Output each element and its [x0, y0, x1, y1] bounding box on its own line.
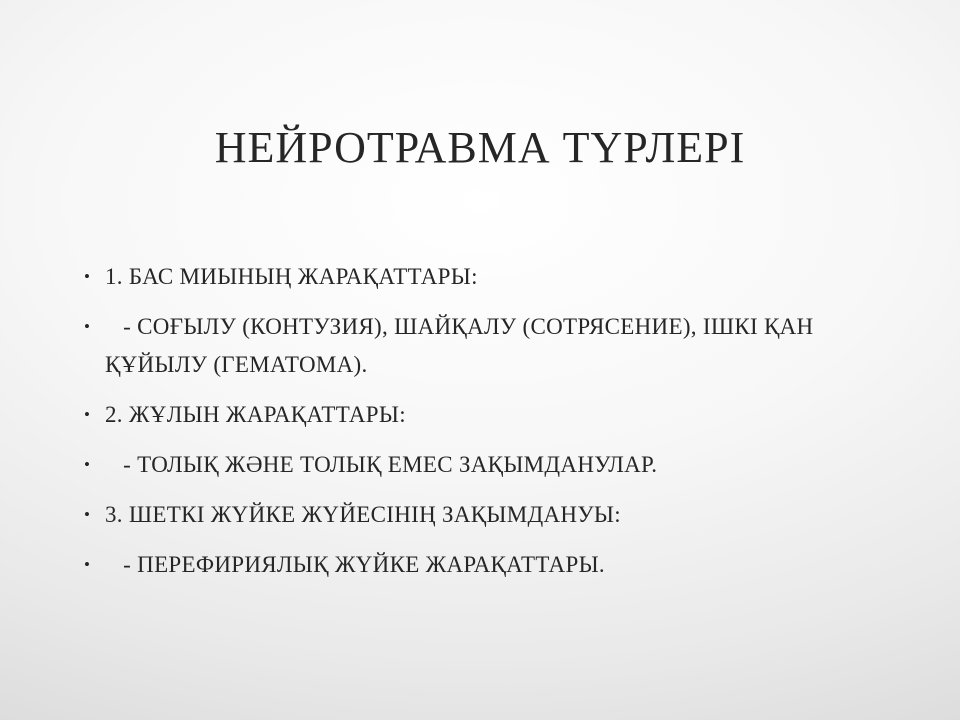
bullet-dot-icon: • [84, 555, 91, 574]
bullet-text: 2. ЖҰЛЫН ЖАРАҚАТТАРЫ: [105, 402, 406, 427]
bullet-text: 3. ШЕТКІ ЖҮЙКЕ ЖҮЙЕСІНІҢ ЗАҚЫМДАНУЫ: [105, 502, 621, 527]
bullet-dot-icon: • [84, 267, 91, 286]
bullet-item-1 [80, 258, 880, 296]
bullet-item-2 [80, 308, 880, 384]
bullet-item-5 [80, 496, 880, 534]
bullet-text: - ПЕРЕФИРИЯЛЫҚ ЖҮЙКЕ ЖАРАҚАТТАРЫ. [105, 552, 605, 577]
bullet-item-4 [80, 446, 880, 484]
bullet-dot-icon: • [84, 455, 91, 474]
bullet-text: - ТОЛЫҚ ЖӘНЕ ТОЛЫҚ ЕМЕС ЗАҚЫМДАНУЛАР. [105, 452, 658, 477]
bullet-list [80, 258, 880, 596]
bullet-item-6 [80, 546, 880, 584]
bullet-dot-icon: • [84, 317, 91, 336]
bullet-item-3 [80, 396, 880, 434]
bullet-dot-icon: • [84, 505, 91, 524]
slide-title: НЕЙРОТРАВМА ТҮРЛЕРІ [214, 123, 746, 172]
bullet-text: - СОҒЫЛУ (КОНТУЗИЯ), ШАЙҚАЛУ (СОТРЯСЕНИЕ), ІШКІ ҚАН ҚҰЙЫЛУ (ГЕМАТОМА). [105, 314, 820, 377]
bullet-dot-icon: • [84, 405, 91, 424]
bullet-text: 1. БАС МИЫНЫҢ ЖАРАҚАТТАРЫ: [105, 264, 478, 289]
